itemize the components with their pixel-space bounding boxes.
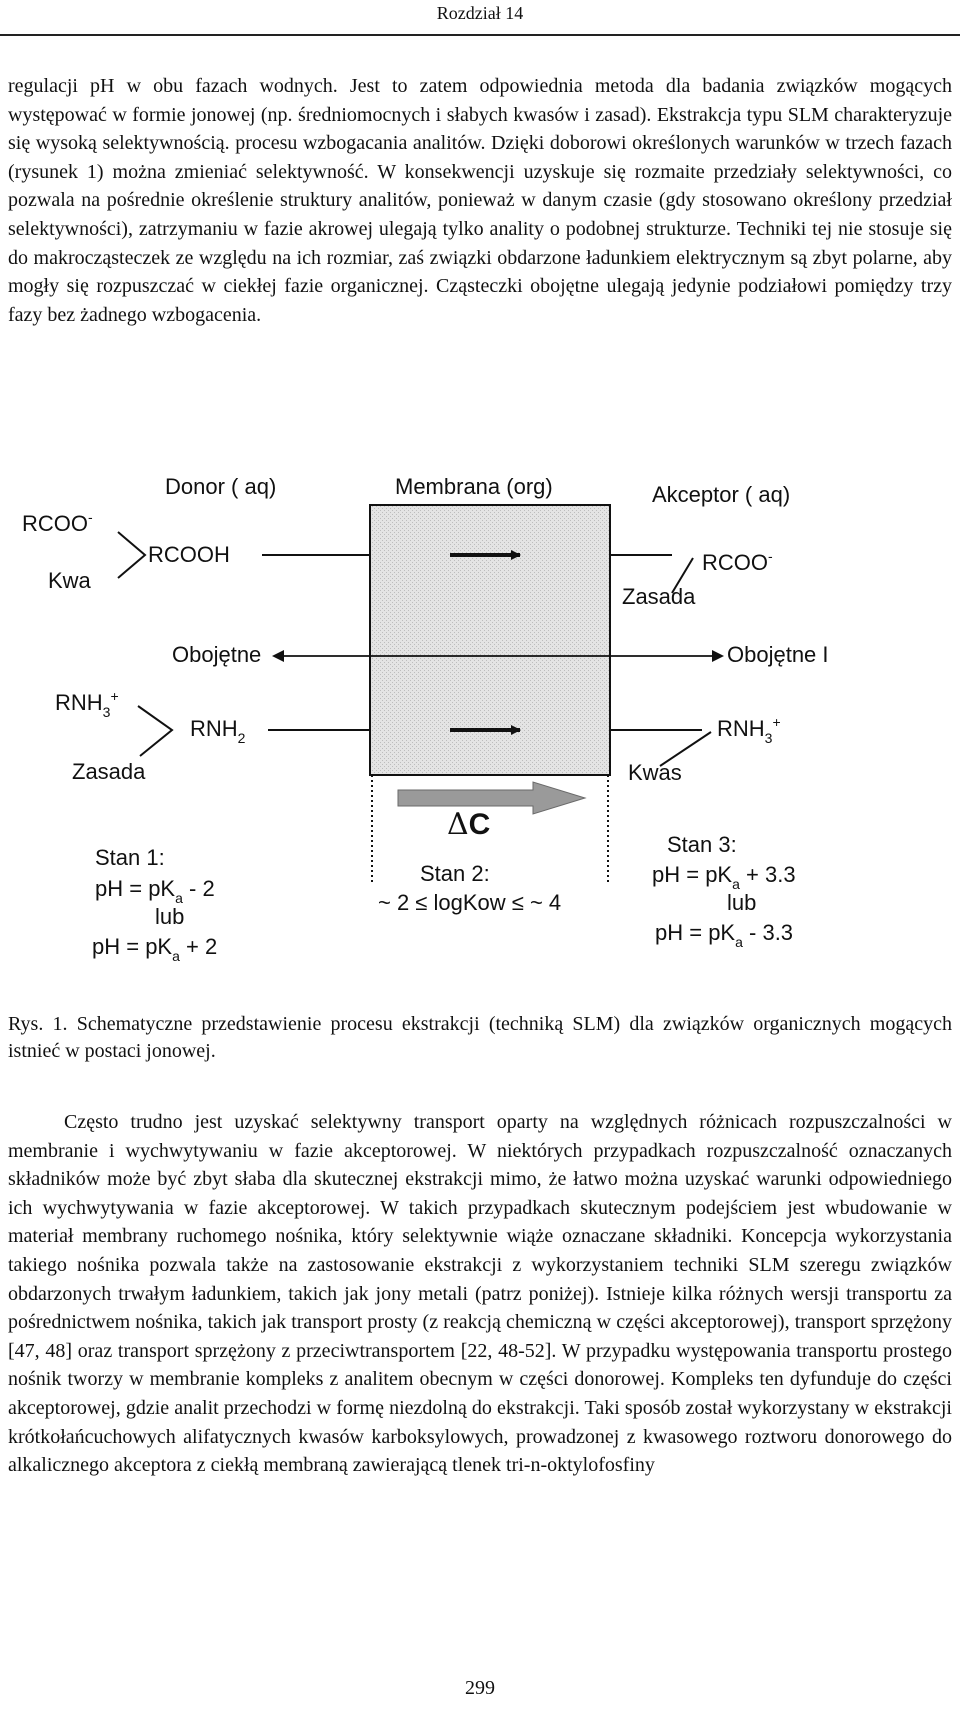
donor-title: Donor ( aq) (165, 474, 277, 499)
stan2-range: ~ 2 ≤ logKow ≤ ~ 4 (378, 890, 562, 915)
delta-c-label: ΔC (447, 807, 491, 842)
donor-equilibrium-bracket-top (118, 532, 145, 578)
figure-caption: Rys. 1. Schematyczne przedstawienie procesu ekstrakcji (techniką SLM) dla związków organicznych mogących istnieć w postaci jonowej. (8, 1013, 952, 1062)
donor-zasada-label: Zasada (72, 759, 146, 784)
figure-svg (0, 470, 960, 990)
stan3-lub: lub (727, 890, 757, 915)
stan1-equation-1: pH = $pK_a - 2$ (95, 876, 215, 906)
acceptor-zasada-label: Zasada (622, 584, 696, 609)
running-header: Rozdział 14 (436, 3, 524, 23)
membrane-box (370, 505, 610, 775)
donor-obojetne-label: Obojętne (172, 642, 262, 667)
paragraph-intro: regulacji pH w obu fazach wodnych. Jest to zatem odpowiednia metoda dla badania związków mogących występować w formie jonowej (np. średniomocnych i słabych kwasów i zasad). Ekstrakcja typu SLM charakteryzuje się wysoką selektywnością. procesu wzbogacania analitów. Dzięki doborowi określonych warunków w trzech fazach (rysunek 1) można zmieniać selektywność. W konsekwencji uzyskuje się rozmaite przedziały selektywności, co pozwala na pośrednie określenie struktury analitów, ponieważ w danym czasie (gdy stosowano określony przedział selektywności), zatrzymaniu w fazie akrowej ulegają tylko anality o podobnej strukturze. Techniki tej nie stosuje się do makrocząsteczek ze względu na ich rozmiar, zaś związki obdarzone ładunkiem elektrycznym są zbyt polarne, aby mogły się rozpuszczać w ciekłej fazie organicznej. Cząsteczki obojętne ulegają jedynie podziałowi pomiędzy trzy fazy bez żadnego wzbogacenia. (8, 75, 952, 326)
stan3-equation-1: pH = $pK_a + 3.3$ (652, 862, 796, 892)
donor-rcooh-label: RCOOH (148, 542, 230, 567)
acceptor-rnh3-label: $RNH_3^+$ (717, 714, 781, 746)
acceptor-rcoo-label: RCOO- (702, 548, 773, 575)
acceptor-obojetne-label: Obojętne I (727, 642, 829, 667)
membrane-title: Membrana (org) (395, 474, 553, 499)
stan3-equation-2: pH = $pK_a - 3.3$ (655, 920, 794, 950)
stan1-title: Stan 1: (95, 845, 165, 870)
stan2-title: Stan 2: (420, 861, 490, 886)
arrow-neutral-left-head (272, 650, 284, 662)
stan3-title: Stan 3: (667, 832, 737, 857)
donor-rcoo-label: RCOO- (22, 509, 93, 536)
donor-kwa-label: Kwa (48, 568, 91, 593)
header-rule (0, 34, 960, 36)
donor-equilibrium-bracket-bottom (138, 706, 172, 756)
arrow-neutral-right-head (712, 650, 724, 662)
paragraph-main: Często trudno jest uzyskać selektywny transport oparty na względnych różnicach rozpuszczalności w membranie i wychwytywaniu w fazie akceptorowej. W niektórych przypadkach rozpuszczalność oznaczanych składników może być zbyt słaba dla skutecznej ekstrakcji mimo, że łatwo można uzyskać warunki odpowiedniego ich wychwytywania w fazie akceptorowej. W takich przypadkach skutecznym podejściem jest wbudowanie w materiał membrany ruchomego nośnika, który selektywnie wiąże oznaczane składniki. Koncepcja wykorzystania takiego nośnika pozwala także na zastosowanie ekstrakcji z wykorzystaniem techniki SLM szeregu związków obdarzonych trwałym ładunkiem, takich jak jony metali (patrz poniżej). Istnieje kilka różnych wersji transportu za pośrednictwem nośnika, takich jak transport prosty (z reakcją chemiczną w części akceptorowej), transport sprzężony [47, 48] oraz transport sprzężony z przeciwtransportem [22, 48-52]. W przypadku występowania transportu prostego nośnik tworzy w membranie kompleks z analitem obecnym w części donorowej. Kompleks ten dyfunduje do części akceptorowej, gdzie analit przechodzi w formę niezdolną do ekstrakcji. Taki sposób został wykorzystany w ekstrakcji krótkołańcuchowych alifatycznych kwasów karboksylowych, prowadzonej z kwasowego roztworu donorowego do alkalicznego akceptora z ciekłą membraną zawierającą tlenek tri-n-oktylofosfiny (8, 1111, 952, 1477)
acceptor-title: Akceptor ( aq) (652, 482, 791, 507)
acceptor-kwas-label: Kwas (628, 760, 682, 785)
stan1-lub: lub (155, 904, 185, 929)
donor-rnh2-label: $RNH_2$ (190, 716, 246, 746)
page-number: 299 (465, 1677, 495, 1699)
figure-slm-scheme (0, 470, 960, 990)
concentration-gradient-arrow (398, 782, 585, 814)
donor-rnh3-label: $RNH_3^+$ (55, 688, 119, 720)
stan1-equation-2: pH = $pK_a + 2$ (92, 934, 218, 964)
